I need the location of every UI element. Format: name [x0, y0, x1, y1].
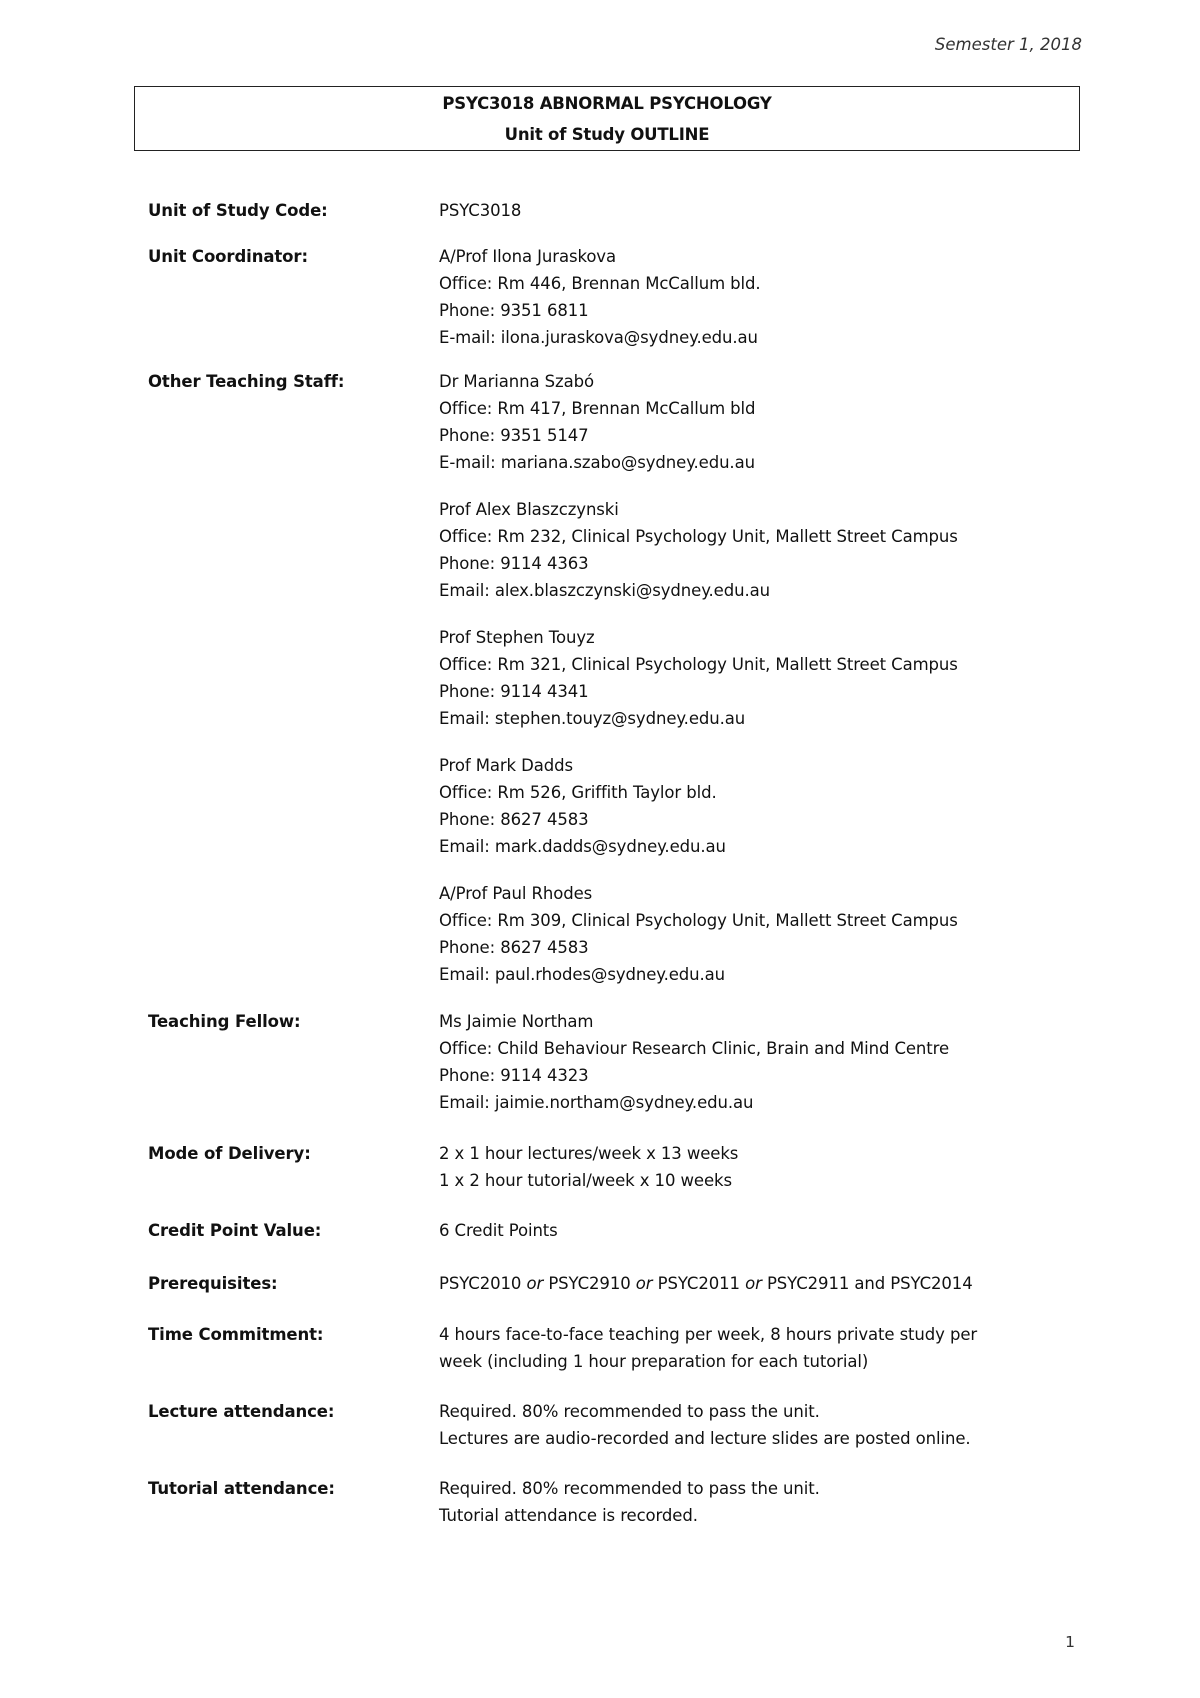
- row-other-teaching-staff: [148, 368, 1068, 988]
- staff-office: Office: Rm 232, Clinical Psychology Unit, Mallett Street Campus: [439, 527, 958, 546]
- row-label: Unit Coordinator:: [148, 247, 308, 266]
- staff-office: Office: Rm 446, Brennan McCallum bld.: [439, 274, 761, 293]
- row-prerequisites: [148, 1270, 1068, 1297]
- staff-phone: Phone: 8627 4583: [439, 938, 589, 957]
- semester-header: Semester 1, 2018: [934, 35, 1082, 54]
- staff-name: Prof Mark Dadds: [439, 756, 574, 775]
- staff-block: [439, 752, 1068, 860]
- row-time-commitment: [148, 1321, 1068, 1375]
- staff-office: Office: Rm 417, Brennan McCallum bld: [439, 399, 756, 418]
- other-staff-list: [439, 368, 1068, 988]
- time-commitment-details: [439, 1321, 1068, 1375]
- row-label: Prerequisites:: [148, 1274, 278, 1293]
- staff-block: [439, 496, 1068, 604]
- staff-block: [439, 624, 1068, 732]
- row-label: Other Teaching Staff:: [148, 372, 345, 391]
- row-label: Unit of Study Code:: [148, 201, 328, 220]
- staff-phone: Phone: 9114 4323: [439, 1066, 589, 1085]
- attendance-line: Required. 80% recommended to pass the unit.: [439, 1402, 820, 1421]
- row-unit-coordinator: [148, 243, 1068, 351]
- row-value: 6 Credit Points: [439, 1221, 558, 1240]
- unit-subtitle: Unit of Study OUTLINE: [504, 125, 710, 144]
- staff-office: Office: Child Behaviour Research Clinic, Brain and Mind Centre: [439, 1039, 950, 1058]
- staff-email: Email: alex.blaszczynski@sydney.edu.au: [439, 581, 770, 600]
- staff-phone: Phone: 9351 5147: [439, 426, 589, 445]
- title-box: [134, 86, 1080, 151]
- row-label: Tutorial attendance:: [148, 1479, 335, 1498]
- staff-phone: Phone: 9351 6811: [439, 301, 589, 320]
- course-code: PSYC2011: [657, 1274, 740, 1293]
- attendance-line: Tutorial attendance is recorded.: [439, 1506, 698, 1525]
- or-connector: or: [635, 1274, 653, 1293]
- staff-email: E-mail: ilona.juraskova@sydney.edu.au: [439, 328, 758, 347]
- delivery-details: [439, 1140, 1068, 1194]
- row-label: Credit Point Value:: [148, 1221, 322, 1240]
- staff-phone: Phone: 8627 4583: [439, 810, 589, 829]
- staff-email: Email: paul.rhodes@sydney.edu.au: [439, 965, 726, 984]
- delivery-line: 1 x 2 hour tutorial/week x 10 weeks: [439, 1171, 732, 1190]
- or-connector: or: [526, 1274, 544, 1293]
- row-teaching-fellow: [148, 1008, 1068, 1116]
- prerequisites-value: [439, 1270, 1068, 1297]
- course-code: PSYC2910: [548, 1274, 631, 1293]
- staff-name: A/Prof Paul Rhodes: [439, 884, 593, 903]
- row-value: PSYC3018: [439, 201, 522, 220]
- staff-office: Office: Rm 526, Griffith Taylor bld.: [439, 783, 717, 802]
- unit-title: PSYC3018 ABNORMAL PSYCHOLOGY: [442, 94, 772, 113]
- staff-phone: Phone: 9114 4341: [439, 682, 589, 701]
- attendance-line: Lectures are audio-recorded and lecture slides are posted online.: [439, 1429, 971, 1448]
- lecture-attendance-details: [439, 1398, 1068, 1452]
- row-label: Time Commitment:: [148, 1325, 324, 1344]
- staff-email: Email: mark.dadds@sydney.edu.au: [439, 837, 726, 856]
- page-number: 1: [1065, 1633, 1075, 1651]
- row-tutorial-attendance: [148, 1475, 1068, 1529]
- teaching-fellow-details: [439, 1008, 1068, 1116]
- row-credit-point-value: [148, 1217, 1068, 1244]
- time-line: week (including 1 hour preparation for each tutorial): [439, 1352, 869, 1371]
- staff-block: [439, 368, 1068, 476]
- row-lecture-attendance: [148, 1398, 1068, 1452]
- delivery-line: 2 x 1 hour lectures/week x 13 weeks: [439, 1144, 739, 1163]
- attendance-line: Required. 80% recommended to pass the unit.: [439, 1479, 820, 1498]
- or-connector: or: [745, 1274, 762, 1293]
- staff-office: Office: Rm 321, Clinical Psychology Unit, Mallett Street Campus: [439, 655, 958, 674]
- unit-info-section: [148, 197, 1068, 1529]
- staff-email: Email: jaimie.northam@sydney.edu.au: [439, 1093, 754, 1112]
- coordinator-details: [439, 243, 1068, 351]
- row-label: Teaching Fellow:: [148, 1012, 301, 1031]
- time-line: 4 hours face-to-face teaching per week, 8 hours private study per: [439, 1325, 978, 1344]
- course-code: PSYC2010: [439, 1274, 522, 1293]
- staff-email: E-mail: mariana.szabo@sydney.edu.au: [439, 453, 755, 472]
- row-label: Mode of Delivery:: [148, 1144, 311, 1163]
- row-mode-of-delivery: [148, 1140, 1068, 1194]
- staff-block: [439, 880, 1068, 988]
- staff-name: A/Prof Ilona Juraskova: [439, 247, 616, 266]
- staff-name: Dr Marianna Szabó: [439, 372, 594, 391]
- row-unit-code: [148, 197, 1068, 224]
- staff-name: Prof Stephen Touyz: [439, 628, 595, 647]
- course-code: PSYC2911 and PSYC2014: [766, 1274, 973, 1293]
- staff-name: Ms Jaimie Northam: [439, 1012, 594, 1031]
- staff-office: Office: Rm 309, Clinical Psychology Unit, Mallett Street Campus: [439, 911, 958, 930]
- row-label: Lecture attendance:: [148, 1402, 335, 1421]
- tutorial-attendance-details: [439, 1475, 1068, 1529]
- staff-email: Email: stephen.touyz@sydney.edu.au: [439, 709, 746, 728]
- staff-phone: Phone: 9114 4363: [439, 554, 589, 573]
- staff-name: Prof Alex Blaszczynski: [439, 500, 619, 519]
